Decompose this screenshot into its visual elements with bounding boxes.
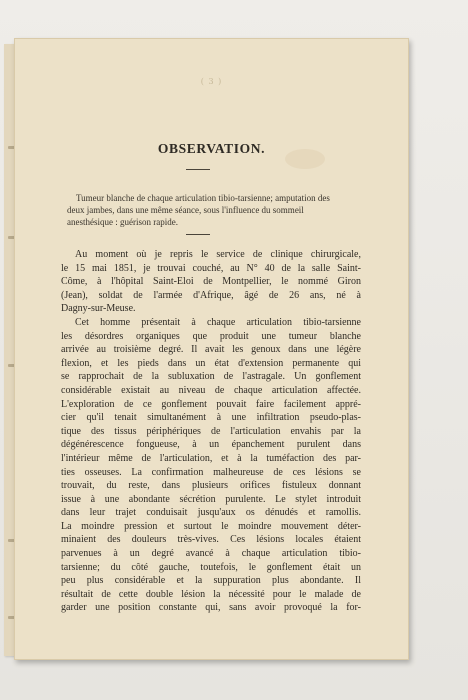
text-line: issue à une abondante sécrétion purulente. Le stylet introduit bbox=[61, 493, 361, 505]
text-line: le 15 mai 1851, je trouvai couché, au N° 40 de la salle Saint- bbox=[61, 262, 361, 274]
text-line: parvenues à un degré avancé à chaque articulation tibio- bbox=[61, 548, 361, 560]
text-line: l'intérieur même de l'articulation, et à la tuméfaction des par- bbox=[61, 452, 361, 464]
body-text bbox=[61, 248, 361, 615]
text-line: tique des tissus périphériques de l'articulation envahis par la bbox=[61, 425, 361, 437]
text-line: trouvait, du reste, dans plusieurs orifices fistuleux donnant bbox=[61, 480, 361, 492]
text-line: Dagny-sur-Meuse. bbox=[61, 303, 136, 315]
summary-line: deux jambes, dans une même séance, sous l'influence du sommeil bbox=[67, 205, 304, 215]
summary-line: anesthésique : guérison rapide. bbox=[67, 217, 178, 227]
page-number: ( 3 ) bbox=[200, 77, 223, 86]
text-line: (Jean), soldat de l'armée d'Afrique, âgé de 26 ans, né à bbox=[61, 289, 361, 301]
text-line: cier qu'il tenait simultanément à une infiltration pseudo-plas- bbox=[61, 412, 361, 424]
text-line: Au moment où je repris le service de clinique chirurgicale, bbox=[75, 249, 361, 260]
summary-block bbox=[63, 192, 361, 228]
text-line: dégénérescence fongueuse, à un épanchement purulent dans bbox=[61, 439, 361, 451]
text-line: garder une position constante qui, sans avoir provoqué la for- bbox=[61, 602, 361, 614]
text-line: les désordres organiques que produit une tumeur blanche bbox=[61, 330, 361, 342]
text-line: arrivée au troisième degré. Il avait les genoux dans une légère bbox=[61, 344, 361, 356]
page-title: OBSERVATION. bbox=[157, 141, 266, 156]
text-line: résultait de cette double lésion la nécessité pour le malade de bbox=[61, 588, 361, 600]
summary-divider bbox=[186, 234, 210, 235]
text-line: se rapprochait de la subluxation de l'astragale. Un gonflement bbox=[61, 371, 361, 383]
title-divider bbox=[186, 169, 210, 170]
text-line: La moindre pression et surtout le moindre mouvement déter- bbox=[61, 520, 361, 532]
text-line: dans leur trajet conduisait jusqu'aux os dénudés et ramollis. bbox=[61, 507, 361, 519]
text-line: minaient des douleurs très-vives. Ces lésions locales étaient bbox=[61, 534, 361, 546]
text-line: L'exploration de ce gonflement pouvait faire facilement appré- bbox=[61, 398, 361, 410]
text-line: considérable existait au niveau de chaque articulation affectée. bbox=[61, 384, 361, 396]
summary-line: Tumeur blanche de chaque articulation tibio-tarsienne; amputation des bbox=[76, 193, 330, 203]
document-page bbox=[14, 38, 409, 660]
text-line: flexion, et les pieds dans un état d'extension permanente qui bbox=[61, 357, 361, 369]
text-line: Côme, à l'hôpital Saint-Eloi de Montpellier, le nommé Giron bbox=[61, 276, 361, 288]
text-line: peu plus considérable et la suppuration plus abondante. Il bbox=[61, 575, 361, 587]
text-line: tarsienne; du côté gauche, toutefois, le gonflement était un bbox=[61, 561, 361, 573]
text-line: Cet homme présentait à chaque articulation tibio-tarsienne bbox=[75, 316, 361, 328]
text-line: ties osseuses. La confirmation malheureuse de ces lésions se bbox=[61, 466, 361, 478]
